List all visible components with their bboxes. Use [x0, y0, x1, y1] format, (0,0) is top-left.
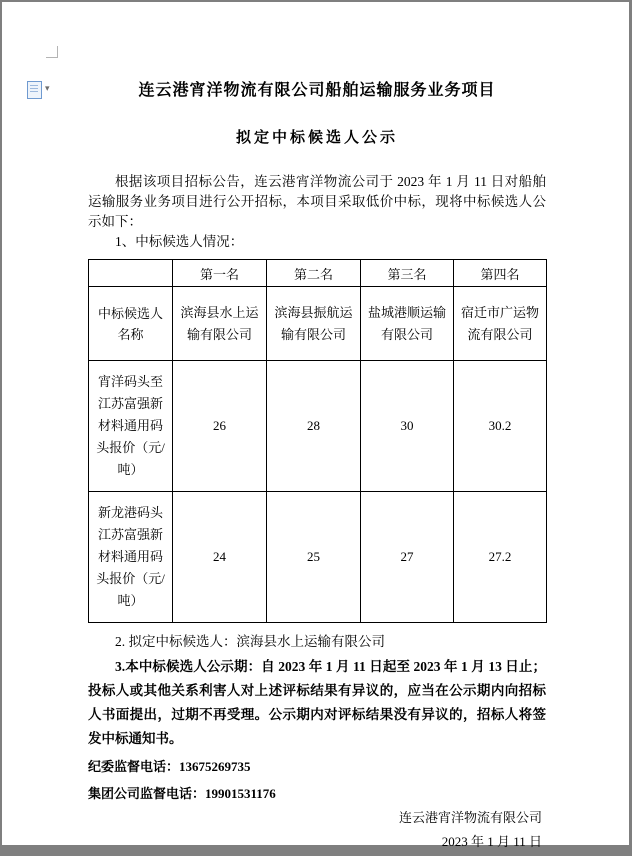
clipboard-icon [27, 81, 42, 99]
row-label-candidate-names: 中标候选人名称 [89, 287, 173, 361]
row-label-price-xinlonggang: 新龙港码头江苏富强新材料通用码头报价（元/吨） [89, 492, 173, 623]
group-phone-line: 集团公司监督电话：19901531176 [88, 786, 276, 801]
row-label-price-xiaoyang: 宵洋码头至江苏富强新材料通用码头报价（元/吨） [89, 361, 173, 492]
signature-date: 2023 年 1 月 11 日 [441, 834, 542, 849]
table-cell: 滨海县振航运输有限公司 [267, 287, 361, 361]
signature-company: 连云港宵洋物流有限公司 [398, 810, 542, 825]
table-header-row [89, 260, 547, 287]
table-cell: 27 [361, 492, 454, 623]
table-cell: 26 [173, 361, 267, 492]
item-1-line: 1、中标候选人情况： [115, 234, 244, 249]
document-title: 连云港宵洋物流有限公司船舶运输服务业务项目 [138, 82, 496, 99]
paste-options-button[interactable] [27, 81, 61, 101]
table-header-cell-rank3: 第三名 [361, 260, 454, 287]
item-3-paragraph: 3.本中标候选人公示期：自 2023 年 1 月 11 日起至 2023 年 1 月 13 日止；投标人或其他关系利害人对上述评标结果有异议的，应当在公示期内向招标人书面提出，过期不再受理。公示期内对评标结果没有异议的，招标人将签发中标通知书。 [88, 659, 546, 746]
table-cell: 25 [267, 492, 361, 623]
discipline-phone-line: 纪委监督电话：13675269735 [88, 759, 251, 774]
intro-paragraph: 根据该项目招标公告，连云港宵洋物流公司于 2023 年 1 月 11 日对船舶运输服务业务项目进行公开招标，本项目采取低价中标，现将中标候选人公示如下： [88, 174, 546, 229]
document-page [2, 2, 629, 849]
table-header-cell-rank4: 第四名 [454, 260, 547, 287]
table-header-cell-rank1: 第一名 [173, 260, 267, 287]
table-cell: 30 [361, 361, 454, 492]
candidates-table [88, 259, 547, 623]
table-cell: 滨海县水上运输有限公司 [173, 287, 267, 361]
table-cell: 28 [267, 361, 361, 492]
table-cell: 宿迁市广运物流有限公司 [454, 287, 547, 361]
dropdown-caret-icon: ▾ [45, 84, 50, 94]
table-cell: 30.2 [454, 361, 547, 492]
table-cell: 27.2 [454, 492, 547, 623]
table-cell: 24 [173, 492, 267, 623]
item-2-line: 2. 拟定中标候选人：滨海县水上运输有限公司 [115, 634, 385, 649]
table-header-cell-blank [89, 260, 173, 287]
table-header-cell-rank2: 第二名 [267, 260, 361, 287]
table-row-price-xiaoyang [89, 361, 547, 492]
table-row-candidate-names [89, 287, 547, 361]
document-subtitle: 拟定中标候选人公示 [235, 130, 398, 146]
margin-crop-mark [46, 46, 58, 58]
table-cell: 盐城港顺运输有限公司 [361, 287, 454, 361]
table-row-price-xinlonggang [89, 492, 547, 623]
